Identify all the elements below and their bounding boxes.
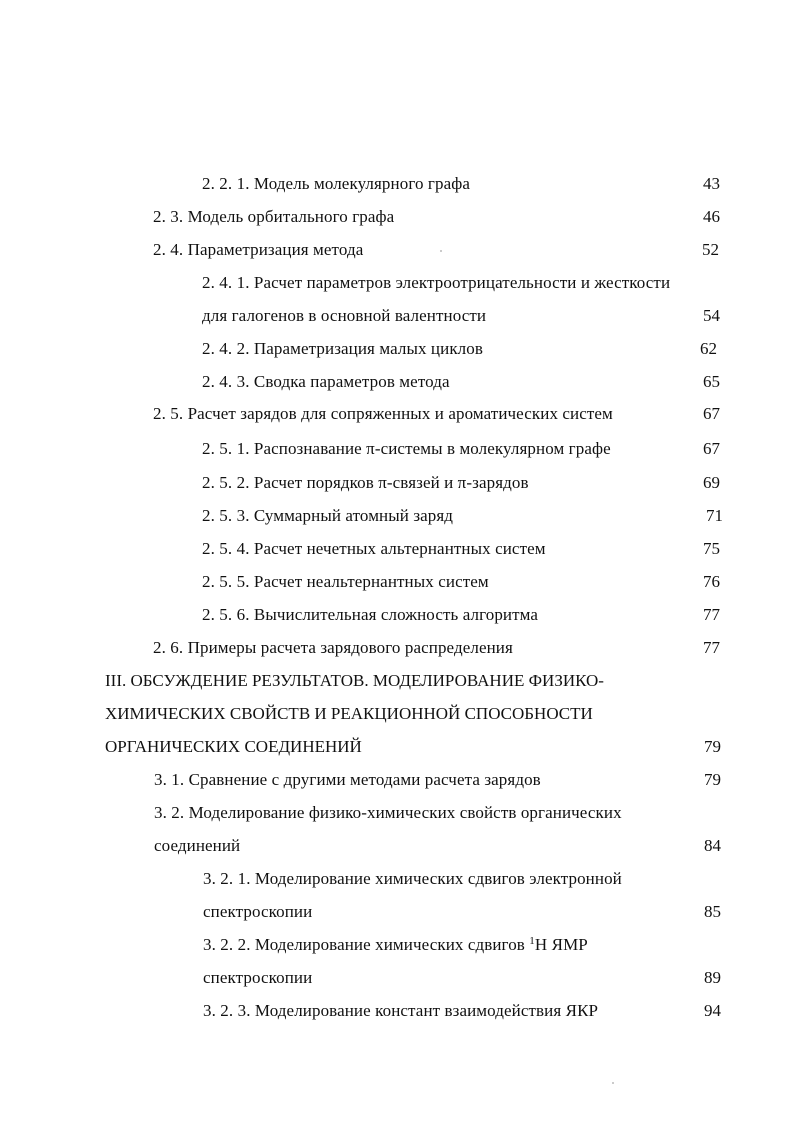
toc-chapter-heading: III. ОБСУЖДЕНИЕ РЕЗУЛЬТАТОВ. МОДЕЛИРОВАНИЕ ФИЗИКО- — [105, 671, 604, 690]
toc-entry-page: 79 — [704, 770, 721, 789]
toc-entry-page: 69 — [703, 473, 720, 492]
toc-entry-page: 43 — [703, 174, 720, 193]
toc-entry-page: 46 — [703, 207, 720, 226]
toc-chapter-heading: ХИМИЧЕСКИХ СВОЙСТВ И РЕАКЦИОННОЙ СПОСОБНОСТИ — [105, 704, 593, 723]
toc-entry-text-part: 3. 2. 2. Моделирование химических сдвигов — [203, 935, 530, 954]
toc-entry-text: 2. 5. Расчет зарядов для сопряженных и ароматических систем — [153, 404, 613, 423]
toc-entry-page: 71 — [706, 506, 723, 525]
toc-entry-text: 2. 5. 4. Расчет нечетных альтернантных систем — [202, 539, 546, 558]
toc-entry-page: 89 — [704, 968, 721, 987]
toc-entry-page: 52 — [702, 240, 719, 259]
toc-entry-text: соединений — [154, 836, 241, 855]
toc-entry-text: для галогенов в основной валентности — [202, 306, 487, 325]
toc-entry-text: 2. 5. 2. Расчет порядков π-связей и π-зарядов — [202, 473, 529, 492]
toc-entry-text-part: Н ЯМР — [534, 935, 588, 954]
toc-entry-page: 84 — [704, 836, 721, 855]
toc-entry-page: 76 — [703, 572, 720, 591]
toc-entry-text: 2. 4. 1. Расчет параметров электроотрицательности и жесткости — [202, 273, 671, 292]
toc-entry-page: 65 — [703, 372, 720, 391]
toc-entry-text: 2. 5. 3. Суммарный атомный заряд — [202, 506, 454, 525]
toc-entry-page: 94 — [704, 1001, 721, 1020]
toc-entry-page: 75 — [703, 539, 720, 558]
toc-entry-text: 2. 2. 1. Модель молекулярного графа — [202, 174, 470, 193]
scan-speck — [440, 250, 442, 252]
toc-entry-text: 2. 3. Модель орбитального графа — [153, 207, 395, 226]
toc-entry-page: 67 — [703, 439, 720, 458]
scan-speck — [612, 1082, 614, 1084]
toc-entry-text: 2. 6. Примеры расчета зарядового распределения — [153, 638, 513, 657]
toc-entry-page: 85 — [704, 902, 721, 921]
toc-entry-text: 3. 2. Моделирование физико-химических свойств органических — [154, 803, 622, 822]
toc-entry-page: 77 — [703, 605, 720, 624]
toc-entry-page: 77 — [703, 638, 720, 657]
toc-entry-text: 3. 1. Сравнение с другими методами расчета зарядов — [154, 770, 541, 789]
toc-entry-page: 79 — [704, 737, 721, 756]
toc-entry-text: 2. 5. 1. Распознавание π-системы в молекулярном графе — [202, 439, 611, 458]
toc-entry-text: спектроскопии — [203, 902, 313, 921]
toc-entry-text: 3. 2. 3. Моделирование констант взаимодействия ЯКР — [203, 1001, 599, 1020]
toc-entry-page: 62 — [700, 339, 717, 358]
toc-entry-text: спектроскопии — [203, 968, 313, 987]
superscript-mass-number: 1 — [529, 935, 535, 947]
toc-entry-text: 2. 5. 6. Вычислительная сложность алгоритма — [202, 605, 539, 624]
toc-entry-text — [203, 935, 588, 955]
toc-entry-text: 3. 2. 1. Моделирование химических сдвигов электронной — [203, 869, 622, 888]
toc-entry-page: 54 — [703, 306, 720, 325]
toc-entry-page: 67 — [703, 404, 720, 423]
toc-entry-text: 2. 4. 2. Параметризация малых циклов — [202, 339, 483, 358]
toc-chapter-heading: ОРГАНИЧЕСКИХ СОЕДИНЕНИЙ — [105, 737, 362, 756]
toc-entry-text: 2. 4. Параметризация метода — [153, 240, 364, 259]
toc-entry-text: 2. 5. 5. Расчет неальтернантных систем — [202, 572, 489, 591]
toc-entry-text: 2. 4. 3. Сводка параметров метода — [202, 372, 450, 391]
